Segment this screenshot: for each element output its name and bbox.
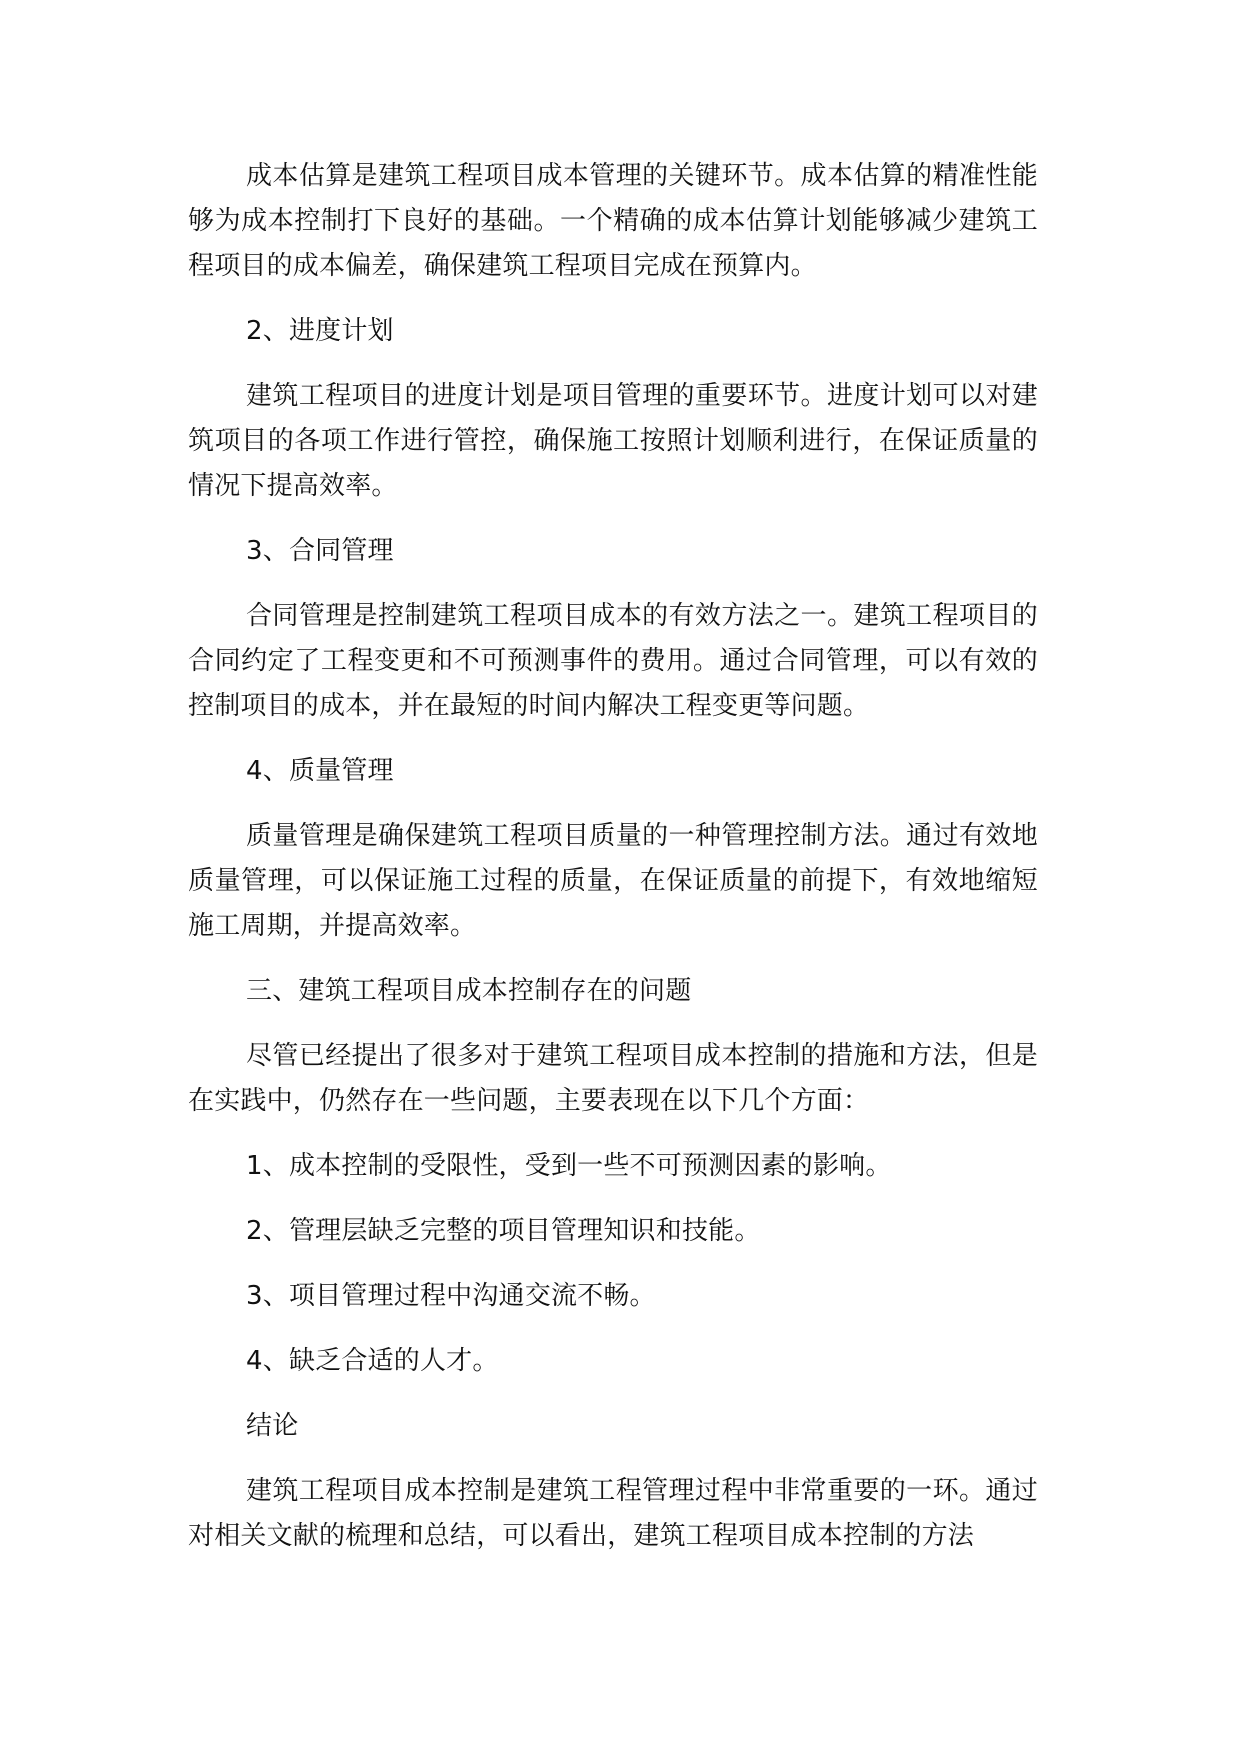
heading-contract-management: 3、合同管理 [246,536,394,566]
heading-section-three: 三、建筑工程项目成本控制存在的问题 [246,976,692,1006]
paragraph-conclusion: 建筑工程项目成本控制是建筑工程管理过程中非常重要的一环。通过对相关文献的梳理和总结，可以看出，建筑工程项目成本控制的方法 [188,1476,1038,1551]
list-item-problem-4: 4、缺乏合适的人才。 [246,1346,499,1376]
list-item-problem-2: 2、管理层缺乏完整的项目管理知识和技能。 [246,1216,761,1246]
heading-schedule-plan: 2、进度计划 [246,316,394,346]
list-item-problem-1: 1、成本控制的受限性，受到一些不可预测因素的影响。 [246,1151,892,1181]
paragraph-contract-management: 合同管理是控制建筑工程项目成本的有效方法之一。建筑工程项目的合同约定了工程变更和不可预测事件的费用。通过合同管理，可以有效的控制项目的成本，并在最短的时间内解决工程变更等问题。 [188,601,1038,721]
heading-conclusion: 结论 [246,1411,299,1441]
paragraph-problems-intro: 尽管已经提出了很多对于建筑工程项目成本控制的措施和方法，但是在实践中，仍然存在一些问题，主要表现在以下几个方面： [188,1041,1038,1116]
list-item-problem-3: 3、项目管理过程中沟通交流不畅。 [246,1281,656,1311]
heading-quality-management: 4、质量管理 [246,756,394,786]
paragraph-schedule-plan: 建筑工程项目的进度计划是项目管理的重要环节。进度计划可以对建筑项目的各项工作进行管控，确保施工按照计划顺利进行，在保证质量的情况下提高效率。 [188,381,1038,501]
paragraph-cost-estimate: 成本估算是建筑工程项目成本管理的关键环节。成本估算的精准性能够为成本控制打下良好的基础。一个精确的成本估算计划能够减少建筑工程项目的成本偏差，确保建筑工程项目完成在预算内。 [188,161,1038,281]
document-body [188,154,1038,1579]
paragraph-quality-management: 质量管理是确保建筑工程项目质量的一种管理控制方法。通过有效地质量管理，可以保证施工过程的质量，在保证质量的前提下，有效地缩短施工周期，并提高效率。 [188,821,1038,941]
